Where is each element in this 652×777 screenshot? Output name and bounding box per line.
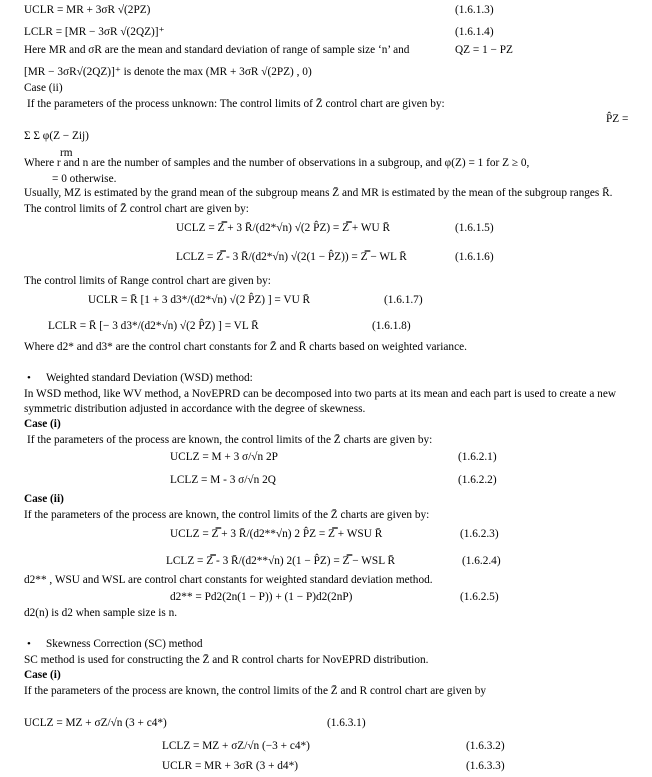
equation-number: (1.6.2.1) — [458, 451, 497, 463]
equation-number: (1.6.3.1) — [327, 717, 366, 729]
bullet-1: • — [27, 372, 31, 384]
text-line-l18: LCLR = R̄ [− 3 d3*/(d2*√n) √(2 P̂Z) ] = VL R̄ — [48, 320, 259, 332]
text-line-l26: LCLZ = M - 3 σ/√n 2Q — [170, 474, 276, 486]
equation-number: (1.6.3.2) — [466, 740, 505, 752]
text-line-l05: Case (ii) — [24, 82, 63, 94]
equation-number: (1.6.1.8) — [372, 320, 411, 332]
text-line-l22: symmetric distribution adjusted in accordance with the degree of skewness. — [24, 403, 366, 415]
equation-number: (1.6.2.5) — [460, 591, 499, 603]
equation-number: (1.6.2.4) — [462, 555, 501, 567]
equation-number: (1.6.1.6) — [455, 251, 494, 263]
text-line-l10: Where r and n are the number of samples and the number of observations in a subgroup, and φ(Z) = 1 for Z ≥ 0, — [24, 157, 530, 169]
text-line-l23: Case (i) — [24, 418, 61, 430]
text-line-l36: Case (i) — [24, 669, 61, 681]
text-line-l04: [MR − 3σR√(2QZ)]⁺ is denote the max (MR + 3σR √(2PZ) , 0) — [24, 66, 312, 78]
text-line-l32: d2** = Pd2(2n(1 − P)) + (1 − P)d2(2nP) — [170, 591, 353, 603]
text-line-l09: rm — [60, 147, 73, 159]
text-line-l13: The control limits of Z̄ control chart are given by: — [24, 203, 249, 215]
text-line-l39: LCLZ = MZ + σZ/√n (−3 + c4*) — [162, 740, 310, 752]
text-line-l34: Skewness Correction (SC) method — [46, 638, 203, 650]
text-line-l14: UCLZ = Z̿ + 3 R̄/(d2*√n) √(2 P̂Z) = Z̿ + WU R̄ — [176, 222, 391, 234]
text-line-l15: LCLZ = Z̿ - 3 R̄/(d2*√n) √(2(1 − P̂Z)) = Z̿ − WL R̄ — [176, 251, 407, 263]
equation-number: (1.6.1.5) — [455, 222, 494, 234]
text-line-l01: UCLR = MR + 3σR √(2PZ) — [24, 4, 151, 16]
equation-number: (1.6.3.3) — [466, 760, 505, 772]
text-line-l16: The control limits of Range control chart are given by: — [24, 275, 271, 287]
equation-number: QZ = 1 − PZ — [455, 44, 513, 56]
text-line-l17: UCLR = R̄ [1 + 3 d3*/(d2*√n) √(2 P̂Z) ] = VU R̄ — [88, 294, 311, 306]
text-line-l40: UCLR = MR + 3σR (3 + d4*) — [162, 760, 298, 772]
text-line-l03: Here MR and σR are the mean and standard deviation of range of sample size ‘n’ and — [24, 44, 410, 56]
text-line-l07: P̂Z = — [606, 113, 629, 125]
text-line-l33: d2(n) is d2 when sample size is n. — [24, 607, 178, 619]
text-line-l27: Case (ii) — [24, 493, 64, 505]
equation-number: (1.6.1.4) — [455, 26, 494, 38]
text-line-l06: If the parameters of the process unknown: The control limits of Z̄ control chart are given by: — [27, 98, 445, 110]
text-line-l08: Σ Σ φ(Z − Zij) — [24, 130, 89, 142]
text-line-l21: In WSD method, like WV method, a NovEPRD can be decomposed into two parts at its mean and each part is used to create a new — [24, 388, 616, 400]
text-line-l20: Weighted standard Deviation (WSD) method: — [46, 372, 253, 384]
text-line-l29: UCLZ = Z̿ + 3 R̄/(d2**√n) 2 P̂Z = Z̿ + WSU R̄ — [170, 528, 383, 540]
text-line-l37: If the parameters of the process are known, the control limits of the Z̄ and R control chart are given by — [24, 685, 487, 697]
text-line-l30: LCLZ = Z̿ - 3 R̄/(d2**√n) 2(1 − P̂Z) = Z̿ − WSL R̄ — [166, 555, 396, 567]
equation-number: (1.6.1.3) — [455, 4, 494, 16]
bullet-2: • — [27, 638, 31, 650]
text-line-l24: If the parameters of the process are known, the control limits of the Z̄ charts are given by: — [27, 434, 433, 446]
text-line-l02: LCLR = [MR − 3σR √(2QZ)]⁺ — [24, 26, 165, 38]
text-line-l25: UCLZ = M + 3 σ/√n 2P — [170, 451, 278, 463]
text-line-l19: Where d2* and d3* are the control chart constants for Z̄ and R̄ charts based on weighted variance. — [24, 341, 467, 353]
equation-number: (1.6.2.3) — [460, 528, 499, 540]
text-line-l28: If the parameters of the process are known, the control limits of the Z̄ charts are given by: — [24, 509, 430, 521]
text-line-l31: d2** , WSU and WSL are control chart constants for weighted standard deviation method. — [24, 574, 433, 586]
text-line-l12: Usually, MZ is estimated by the grand mean of the subgroup means Z̄ and MR is estimated by the mean of the subgroup ranges R̄. — [24, 187, 613, 199]
text-line-l35: SC method is used for constructing the Z̄ and R control charts for NovEPRD distribution. — [24, 654, 429, 666]
text-line-l11: = 0 otherwise. — [52, 173, 117, 185]
equation-number: (1.6.2.2) — [458, 474, 497, 486]
equation-number: (1.6.1.7) — [384, 294, 423, 306]
text-line-l38: UCLZ = MZ + σZ/√n (3 + c4*) — [24, 717, 167, 729]
